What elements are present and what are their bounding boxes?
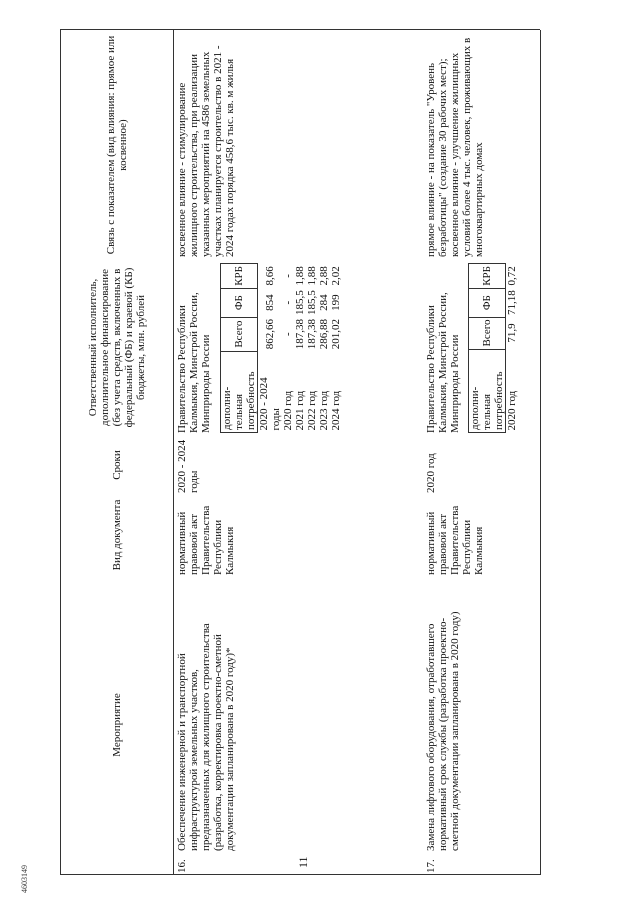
header-executor: Ответственный исполнитель, дополнительное финансирование (без учета средств, включенных в федеральный (ФБ) и краевой (КБ) бюджеты, млн. рублей	[86, 267, 147, 428]
table-row: 2021 год 187,38 185,5 1,88	[294, 266, 306, 431]
fin-header-krb: КРБ	[221, 264, 258, 289]
fin-header-total: Всего	[469, 317, 506, 349]
row17-doc-type: нормативный правовой акт Правительства Республики Калмыкия	[425, 505, 485, 575]
row16-measure: Обеспечение инженерной и транспортной инфраструктурой земельных участков, предназначенных для жилищного строительства (разработка, корректировка проектно-сметной документации запланирована в 2020 году)*	[176, 623, 236, 851]
fin-header-krb: КРБ	[469, 264, 506, 289]
table-row: 2020 - 2024 годы 862,66 854 8,66	[258, 266, 282, 431]
table-row: 2020 год 71,9 71,18 0,72	[506, 266, 518, 431]
document-code: 4603149	[20, 865, 29, 893]
row17-measure: Замена лифтового оборудования, отработавшего нормативный срок службы (разработка проектно-сметной документации запланирована в 2020 году)	[425, 611, 461, 851]
header-doc-type: Вид документа	[110, 499, 123, 571]
fin-header-need: дополни-тельная потребность	[221, 351, 258, 432]
row16-number: 16.	[176, 859, 188, 873]
fin-header-fb: ФБ	[221, 288, 258, 317]
fin-header-need: дополни-тельная потребность	[469, 349, 506, 432]
rotated-table	[60, 30, 540, 875]
table-row: 2020 год - - -	[282, 274, 294, 431]
row16-finance-table	[220, 263, 342, 433]
table-bottom-border	[540, 30, 541, 875]
table-row: 2024 год 201,02 199 2,02	[330, 266, 342, 431]
page-number: 11	[296, 856, 310, 868]
fin-header-total: Всего	[221, 317, 258, 351]
row16-terms: 2020 - 2024 годы	[176, 439, 200, 493]
header-terms: Сроки	[110, 450, 123, 480]
row17-number: 17.	[425, 859, 437, 873]
row16-doc-type: нормативный правовой акт Правительства Республики Калмыкия	[176, 505, 236, 575]
header-bottom-border	[173, 30, 174, 875]
row16-relation: косвенное влияние - стимулирование жилищного строительства, при реализации указанных мероприятий на 4586 земельных участках планируется строительство в 2021 - 2024 годах порядка 458,6 тыс. кв. м жилья	[176, 45, 236, 257]
table-row: 2023 год 286,88 284 2,88	[318, 266, 330, 431]
header-relation: Связь с показателем (вид влияния: прямое или косвенное)	[104, 35, 129, 255]
row17-terms: 2020 год	[425, 453, 437, 493]
row17-relation: прямое влияние - на показатель "Уровень безработицы" (создание 30 рабочих мест); косвенное влияние - улучшение жилищных условий более 4 тыс. человек, проживающих в многоквартирных домах	[425, 37, 485, 257]
row17-finance-table	[468, 263, 518, 433]
table-row: 2022 год 187,38 185,5 1,88	[306, 266, 318, 431]
header-measure: Мероприятие	[110, 693, 123, 757]
row16-executor: Правительство Республики Калмыкия, Минстрой России, Минприроды России	[176, 292, 212, 433]
fin-header-fb: ФБ	[469, 288, 506, 317]
row17-executor: Правительство Республики Калмыкия, Минстрой России, Минприроды России	[425, 292, 461, 433]
